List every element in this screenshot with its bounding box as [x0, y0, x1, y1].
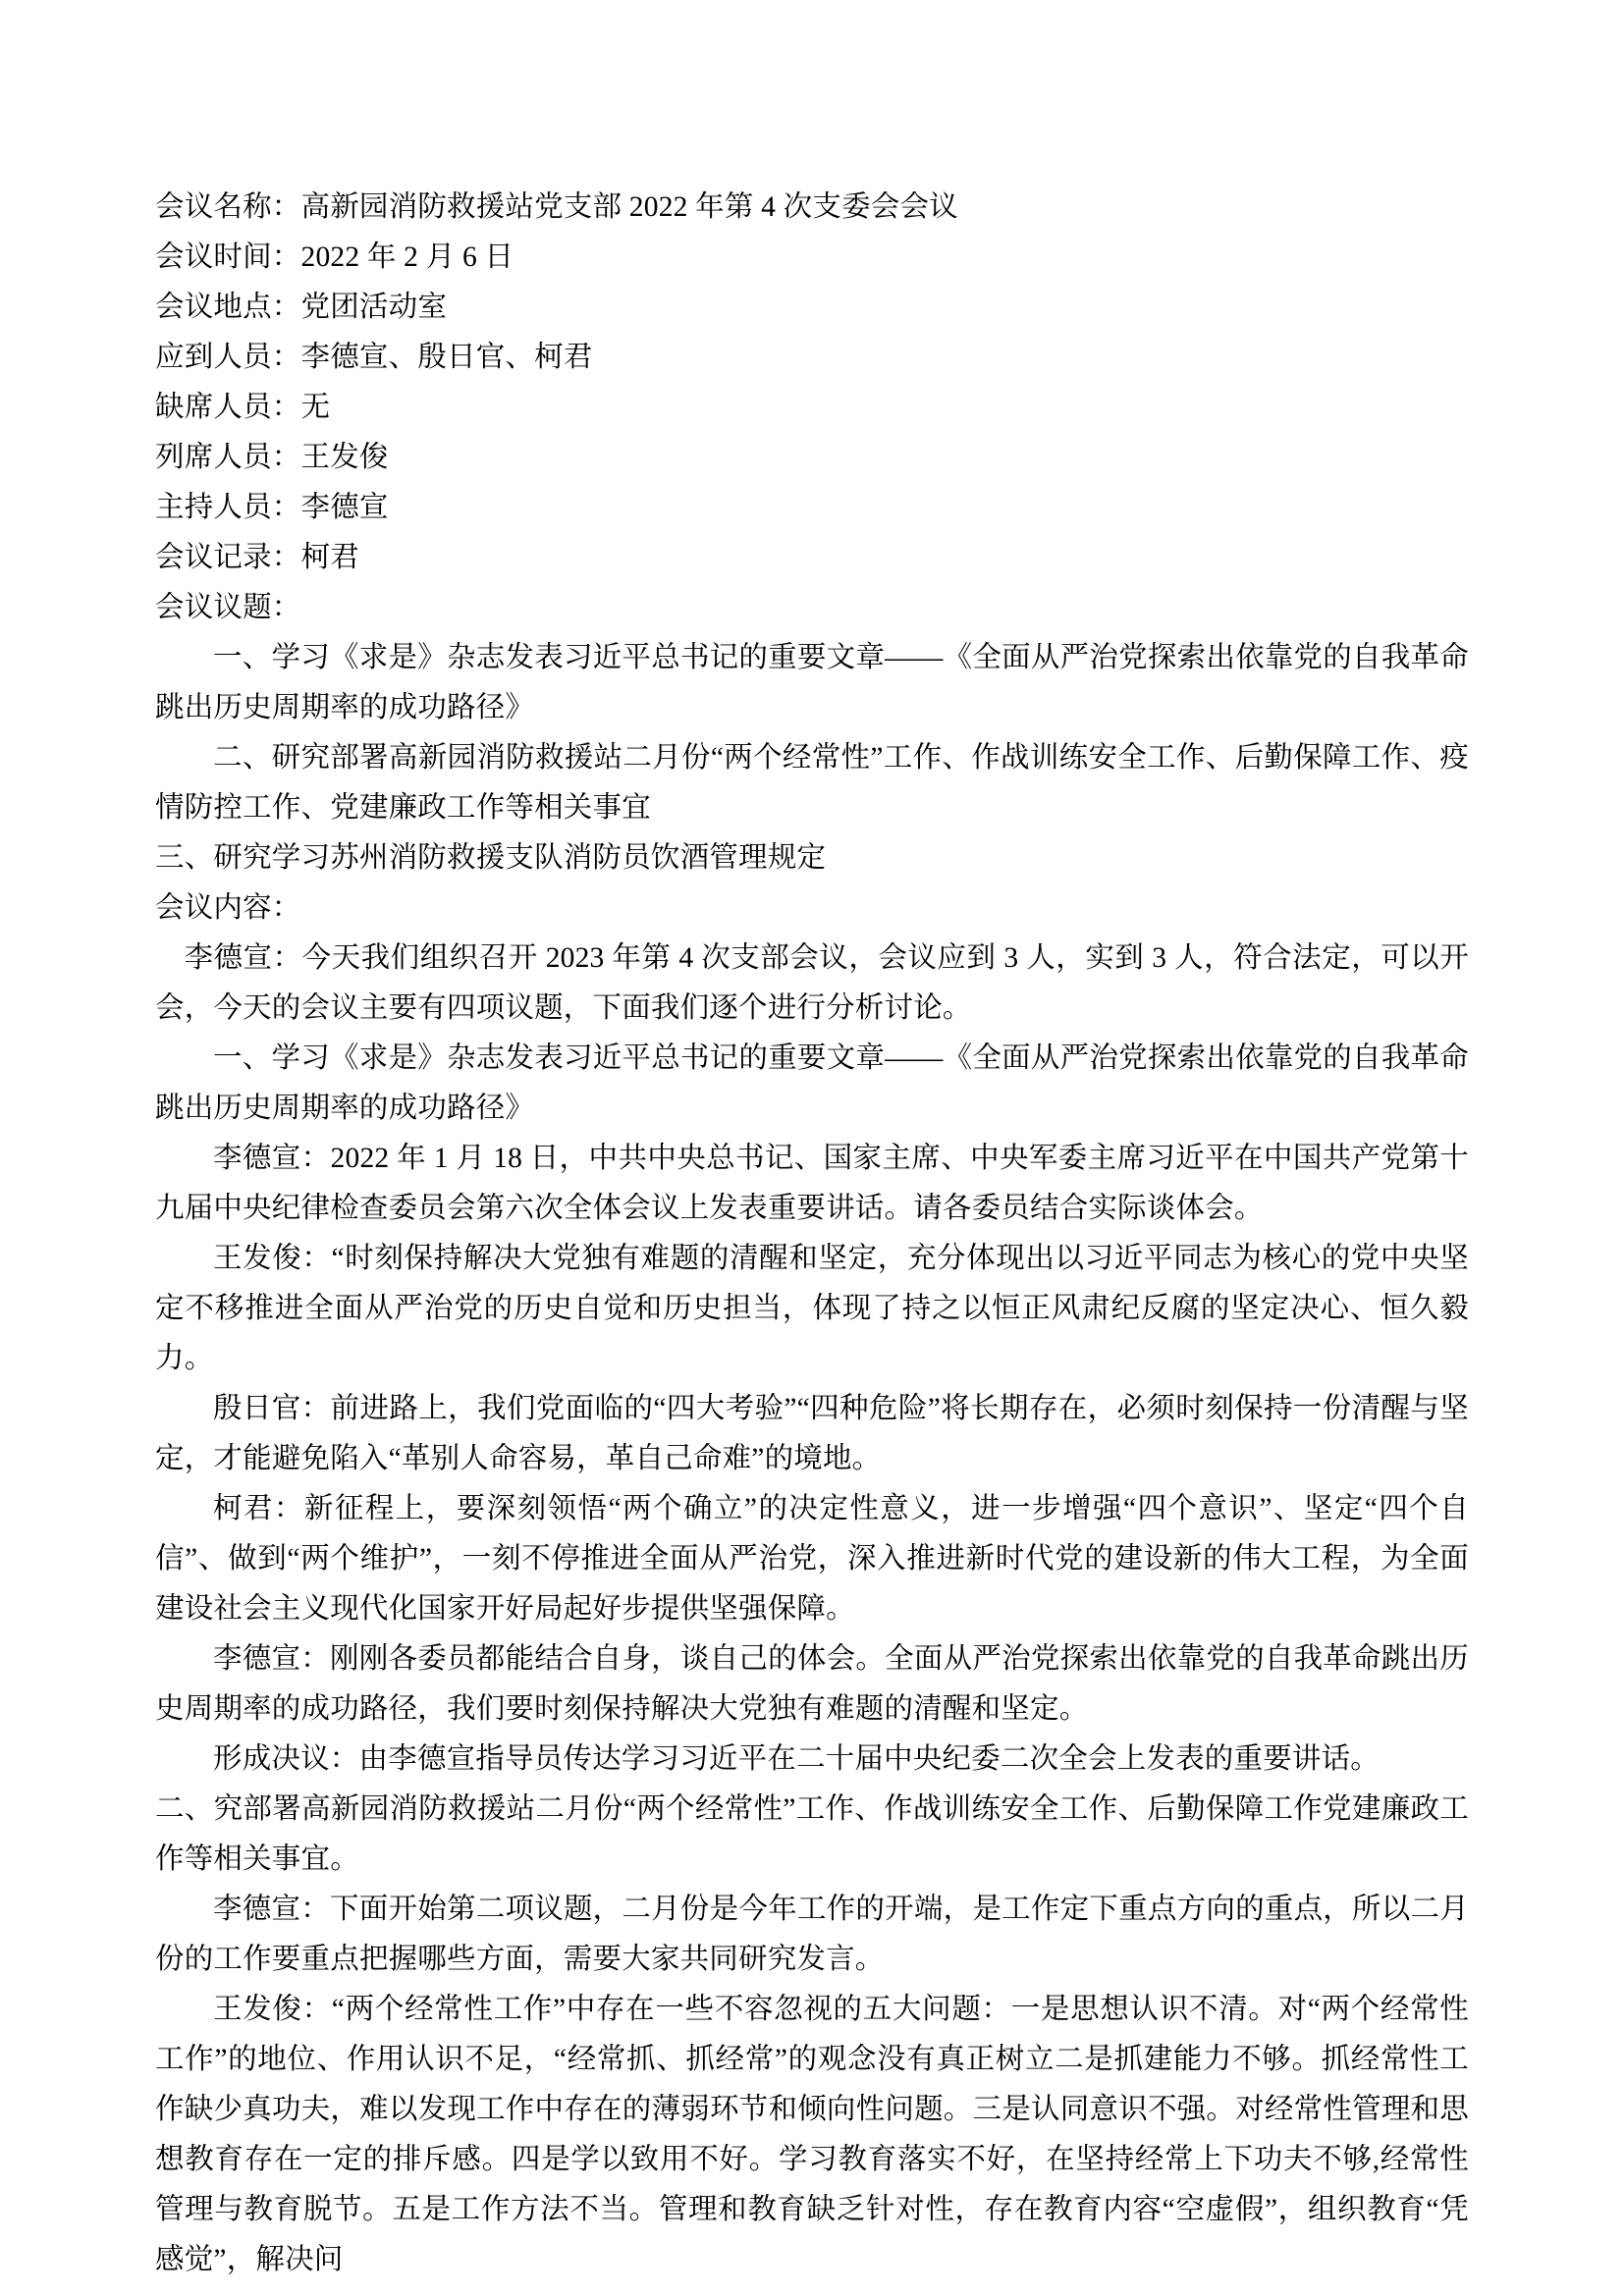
content-heading: 会议内容： [155, 892, 301, 924]
content-paragraph-wangfajun-1: 王发俊：“时刻保持解决大党独有难题的清醒和坚定，充分体现出以习近平同志为核心的党中央坚定不移推进全面从严治党的历史自觉和历史担当，体现了持之以恒正风肃纪反腐的坚定决心、恒久毅力。 [155, 1243, 1469, 1374]
meeting-name-value: 高新园消防救援站党支部 2022 年第 4 次支委会会议 [300, 191, 958, 223]
agenda-item-2: 二、研究部署高新园消防救援站二月份“两个经常性”工作、作战训练安全工作、后勤保障工作、疫情防控工作、党建廉政工作等相关事宜 [155, 742, 1469, 824]
expected-attendees-value: 李德宣、殷日官、柯君 [300, 342, 593, 373]
expected-attendees-line [155, 333, 1469, 383]
meeting-name-line [155, 183, 1469, 233]
meeting-name-label: 会议名称： [155, 191, 301, 223]
content-paragraph-lidexuan-3: 李德宣：下面开始第二项议题，二月份是今年工作的开端，是工作定下重点方向的重点，所以二月份的工作要重点把握哪些方面，需要大家共同研究发言。 [155, 1894, 1469, 1975]
content-section-heading-1: 一、学习《求是》杂志发表习近平总书记的重要文章——《全面从严治党探索出依靠党的自我革命跳出历史周期率的成功路径》 [155, 1042, 1469, 1124]
absent-value: 无 [300, 392, 331, 423]
observers-label: 列席人员： [155, 442, 301, 473]
content-paragraph-wangfajun-2: 王发俊：“两个经常性工作”中存在一些不容忽视的五大问题：一是思想认识不清。对“两个经常性工作”的地位、作用认识不足，“经常抓、抓经常”的观念没有真正树立二是抓建能力不够。抓经常性工作缺少真功夫，难以发现工作中存在的薄弱环节和倾向性问题。三是认同意识不强。对经常性管理和思想教育存在一定的排斥感。四是学以致用不好。学习教育落实不好，在坚持经常上下功夫不够,经常性管理与教育脱节。五是工作方法不当。管理和教育缺乏针对性，存在教育内容“空虚假”，组织教育“凭感觉”，解决问 [155, 1994, 1469, 2275]
recorder-label: 会议记录： [155, 542, 301, 573]
content-paragraph-lidexuan-1: 李德宣：2022 年 1 月 18 日，中共中央总书记、国家主席、中央军委主席习近平在中国共产党第十九届中央纪律检查委员会第六次全体会议上发表重要讲话。请各委员结合实际谈体会。 [155, 1143, 1469, 1224]
content-paragraph-yinriguan-1: 殷日官：前进路上，我们党面临的“四大考验”“四种危险”将长期存在，必须时刻保持一份清醒与坚定，才能避免陷入“革别人命容易，革自己命难”的境地。 [155, 1393, 1469, 1474]
observers-line [155, 433, 1469, 483]
chair-label: 主持人员： [155, 492, 301, 523]
content-section-heading-2: 二、究部署高新园消防救援站二月份“两个经常性”工作、作战训练安全工作、后勤保障工作党建廉政工作等相关事宜。 [155, 1793, 1469, 1875]
content-paragraph-kejun-1: 柯君：新征程上，要深刻领悟“两个确立”的决定性意义，进一步增强“四个意识”、坚定“四个自信”、做到“两个维护”，一刻不停推进全面从严治党，深入推进新时代党的建设新的伟大工程，为全面建设社会主义现代化国家开好局起好步提供坚强保障。 [155, 1493, 1469, 1625]
meeting-place-label: 会议地点： [155, 292, 301, 323]
content-paragraph-lidexuan-2: 李德宣：刚刚各委员都能结合自身，谈自己的体会。全面从严治党探索出依靠党的自我革命跳出历史周期率的成功路径，我们要时刻保持解决大党独有难题的清醒和坚定。 [155, 1643, 1469, 1725]
expected-attendees-label: 应到人员： [155, 342, 301, 373]
meeting-time-label: 会议时间： [155, 241, 301, 273]
chair-value: 李德宣 [300, 492, 389, 523]
agenda-item-1: 一、学习《求是》杂志发表习近平总书记的重要文章——《全面从严治党探索出依靠党的自我革命跳出历史周期率的成功路径》 [155, 642, 1469, 723]
meeting-time-value: 2022 年 2 月 6 日 [300, 241, 514, 273]
observers-value: 王发俊 [300, 442, 389, 473]
meeting-place-value: 党团活动室 [300, 292, 448, 323]
content-paragraph-resolution-1: 形成决议：由李德宣指导员传达学习习近平在二十届中央纪委二次全会上发表的重要讲话。 [213, 1743, 1380, 1775]
recorder-value: 柯君 [300, 542, 359, 573]
absent-line [155, 383, 1469, 433]
meeting-time-line [155, 233, 1469, 283]
agenda-item-3: 三、研究学习苏州消防救援支队消防员饮酒管理规定 [155, 842, 827, 874]
absent-label: 缺席人员： [155, 392, 301, 423]
content-paragraph-opening: 李德宣：今天我们组织召开 2023 年第 4 次支部会议，会议应到 3 人，实到 3 人，符合法定，可以开会，今天的会议主要有四项议题，下面我们逐个进行分析讨论。 [155, 942, 1469, 1024]
chair-line [155, 483, 1469, 533]
document-body [155, 183, 1469, 2285]
agenda-heading: 会议议题： [155, 592, 301, 623]
meeting-place-line [155, 283, 1469, 333]
recorder-line [155, 533, 1469, 583]
